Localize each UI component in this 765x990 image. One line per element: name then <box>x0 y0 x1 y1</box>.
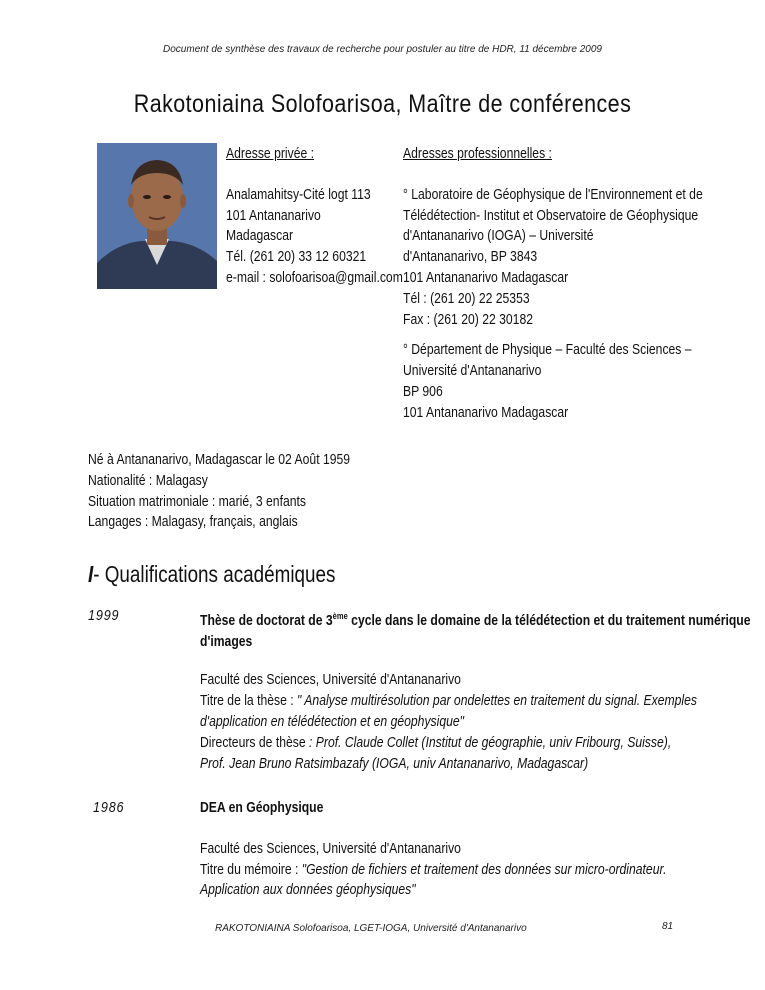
directors-text: : Prof. Claude Collet (Institut de géographie, univ Fribourg, Suisse), <box>309 734 672 751</box>
page-footer: RAKOTONIAINA Solofoarisoa, LGET-IOGA, Université d'Antananarivo <box>215 923 527 934</box>
lab-fax: Fax : (261 20) 22 30182 <box>403 311 534 328</box>
thesis-text: " Analyse multirésolution par ondelettes en traitement du signal. Exemples <box>297 693 697 710</box>
memoir-title <box>200 860 666 881</box>
portrait-photo <box>97 143 217 289</box>
memoir-text: Application aux données géophysiques" <box>200 882 416 899</box>
portrait-image <box>97 143 217 289</box>
degree-text: Thèse de doctorat de 3 <box>200 612 333 629</box>
private-address-line: Analamahitsy-Cité logt 113 <box>226 186 371 203</box>
thesis-text: d'application en télédétection et en géophysique" <box>200 714 464 731</box>
entry-degree-line2: d'images <box>200 633 253 650</box>
private-address <box>226 144 403 289</box>
page-number: 81 <box>662 921 674 932</box>
entry-institution: Faculté des Sciences, Université d'Antananarivo <box>200 672 461 689</box>
private-phone: Tél. (261 20) 33 12 60321 <box>226 249 367 266</box>
private-email: e-mail : solofoarisoa@gmail.com <box>226 269 403 286</box>
entry-year: 1999 <box>88 607 120 624</box>
lab-address-line: ° Laboratoire de Géophysique de l'Environnement et de <box>403 186 703 203</box>
languages: Langages : Malagasy, français, anglais <box>88 514 298 531</box>
dept-address-line: Université d'Antananarivo <box>403 363 542 380</box>
entry-1986 <box>200 798 666 901</box>
directors-text: , univ Antananarivo, Madagascar) <box>406 755 589 772</box>
lab-phone: Tél : (261 20) 22 25353 <box>403 290 530 307</box>
private-address-line: Madagascar <box>226 228 294 245</box>
lab-address-line: d'Antananarivo (IOGA) – Université <box>403 228 594 245</box>
degree-text: cycle dans le domaine de la télédétection et du traitement numérique <box>347 612 751 629</box>
dept-address-line: 101 Antananarivo Madagascar <box>403 404 569 421</box>
private-address-line: 101 Antananarivo <box>226 207 321 224</box>
memoir-text: "Gestion de fichiers et traitement des données sur micro-ordinateur. <box>301 861 667 878</box>
section-heading <box>88 561 335 588</box>
dept-address-line: ° Département de Physique – Faculté des Sciences – <box>403 342 692 359</box>
lab-address-line: Télédétection- Institut et Observatoire de Géophysique <box>403 207 699 224</box>
entry-degree <box>200 606 751 632</box>
dept-address-line: BP 906 <box>403 383 443 400</box>
professional-addresses <box>403 144 703 424</box>
private-address-heading: Adresse privée : <box>226 146 315 162</box>
memoir-label: Titre du mémoire : <box>200 861 302 878</box>
lab-address-line: 101 Antananarivo Madagascar <box>403 269 569 286</box>
page-title: Rakotoniaina Solofoarisoa, Maître de conférences <box>133 90 632 118</box>
marital-status: Situation matrimoniale : marié, 3 enfants <box>88 493 306 510</box>
entry-degree: DEA en Géophysique <box>200 800 324 816</box>
birth-info: Né à Antananarivo, Madagascar le 02 Août 1959 <box>88 452 351 468</box>
lab-address-line: d'Antananarivo, BP 3843 <box>403 249 538 266</box>
thesis-directors <box>200 733 751 754</box>
professional-address-heading: Adresses professionnelles : <box>403 146 552 162</box>
directors-ioga: IOGA <box>376 755 407 772</box>
entry-year: 1986 <box>93 799 125 816</box>
degree-superscript: ème <box>332 611 348 621</box>
running-header: Document de synthèse des travaux de recherche pour postuler au titre de HDR, 11 décembre 2009 <box>163 44 602 55</box>
thesis-label: Titre de la thèse : <box>200 693 298 710</box>
nationality: Nationalité : Malagasy <box>88 472 208 489</box>
entry-1999 <box>200 606 751 774</box>
directors-text: Prof. Jean Bruno Ratsimbazafy ( <box>200 755 377 772</box>
section-numeral: I <box>88 561 94 587</box>
directors-label: Directeurs de thèse <box>200 734 310 751</box>
section-title: - Qualifications académiques <box>93 561 336 587</box>
thesis-title <box>200 691 751 712</box>
entry-institution: Faculté des Sciences, Université d'Antananarivo <box>200 840 461 857</box>
personal-info <box>88 450 350 533</box>
